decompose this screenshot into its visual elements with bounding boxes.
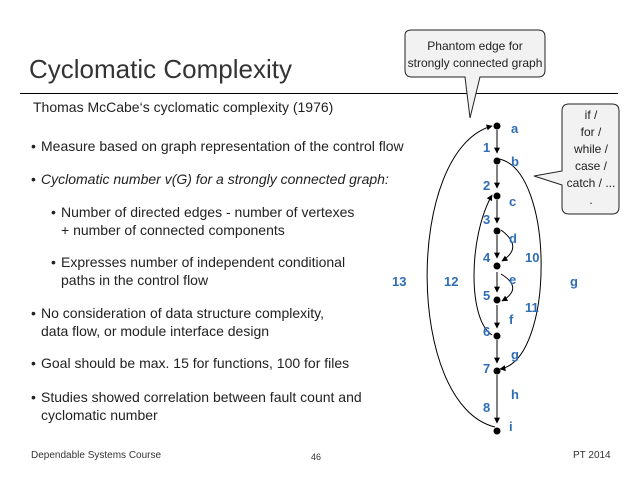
edge-label-8: 8 (483, 400, 491, 415)
node-f (494, 297, 501, 304)
bullet-dot: • (51, 254, 56, 270)
intro-text: Thomas McCabe‘s cyclomatic complexity (1976) (33, 99, 334, 115)
phantom-edge-callout (405, 30, 545, 118)
bullet-text: Measure based on graph representation of the control flow (41, 138, 404, 154)
bullet-text: Goal should be max. 15 for functions, 100 for files (41, 355, 350, 371)
bullet-dot: • (31, 389, 36, 405)
bullet-text-line1: Studies showed correlation between fault count and (41, 389, 362, 405)
node-label-d: d (509, 231, 517, 246)
edge-label-g: g (570, 274, 578, 289)
bullet-dot: • (31, 355, 36, 371)
footer-term: PT 2014 (573, 450, 611, 461)
edge-label-10: 10 (525, 250, 540, 265)
node-label-c: c (509, 194, 517, 209)
node-labels (509, 121, 519, 434)
bullet-text-line1: No consideration of data structure complexity, (41, 305, 324, 321)
bullet-text-line2: data flow, or module interface design (41, 323, 270, 339)
phantom-edge-i-a (427, 126, 495, 427)
bullet-dot: • (31, 305, 36, 321)
node-g (494, 333, 501, 340)
edge-label-7: 7 (483, 361, 491, 376)
node-a (494, 123, 501, 130)
edge-label-2: 2 (483, 178, 491, 193)
bullet-text-line1: Number of directed edges - number of vertexes (61, 204, 355, 220)
bullet-text-line2: cyclomatic number (41, 407, 158, 423)
node-label-f: f (509, 312, 514, 327)
slide-title: Cyclomatic Complexity (29, 54, 292, 84)
node-label-i: i (509, 419, 513, 434)
bullet-text-line2: paths in the control flow (61, 272, 209, 288)
bullet-text-line1: Expresses number of independent conditional (61, 254, 346, 270)
branch-types-callout (534, 104, 619, 214)
bullet-dot: • (31, 138, 36, 154)
edge-label-3: 3 (483, 212, 491, 227)
node-label-g: g (511, 347, 519, 362)
node-i (494, 428, 501, 435)
branch-callout-line1: if / (584, 108, 598, 122)
bullet-dot: • (51, 204, 56, 220)
edge-label-1: 1 (483, 140, 491, 155)
branch-callout-line6: . (589, 193, 593, 207)
node-b (494, 158, 501, 165)
node-label-a: a (511, 121, 519, 136)
bullet-text: Cyclomatic number v(G) for a strongly connected graph: (41, 171, 389, 187)
node-h (494, 368, 501, 375)
node-d (494, 228, 501, 235)
branch-callout-line5: catch / ... (566, 176, 616, 190)
phantom-callout-line2: strongly connected graph (407, 56, 543, 70)
bullet-text-line2: + number of connected components (61, 222, 285, 238)
phantom-callout-line1: Phantom edge for (427, 39, 523, 53)
footer-course: Dependable Systems Course (31, 450, 162, 461)
edge-label-6: 6 (483, 324, 491, 339)
node-c (494, 193, 501, 200)
branch-callout-line3: while / (573, 142, 609, 156)
node-label-e: e (509, 272, 517, 287)
node-label-h: h (511, 387, 519, 402)
edge-label-11: 11 (525, 300, 539, 315)
branch-callout-line4: case / (574, 159, 608, 173)
edge-label-4: 4 (483, 250, 491, 265)
edge-label-12: 12 (444, 274, 459, 289)
bullet-dot: • (31, 171, 36, 187)
node-e (494, 263, 501, 270)
branch-callout-line2: for / (580, 125, 602, 139)
edge-label-13: 13 (392, 274, 407, 289)
edge-label-5: 5 (483, 288, 491, 303)
footer-page-number: 46 (311, 452, 322, 462)
node-label-b: b (511, 154, 519, 169)
